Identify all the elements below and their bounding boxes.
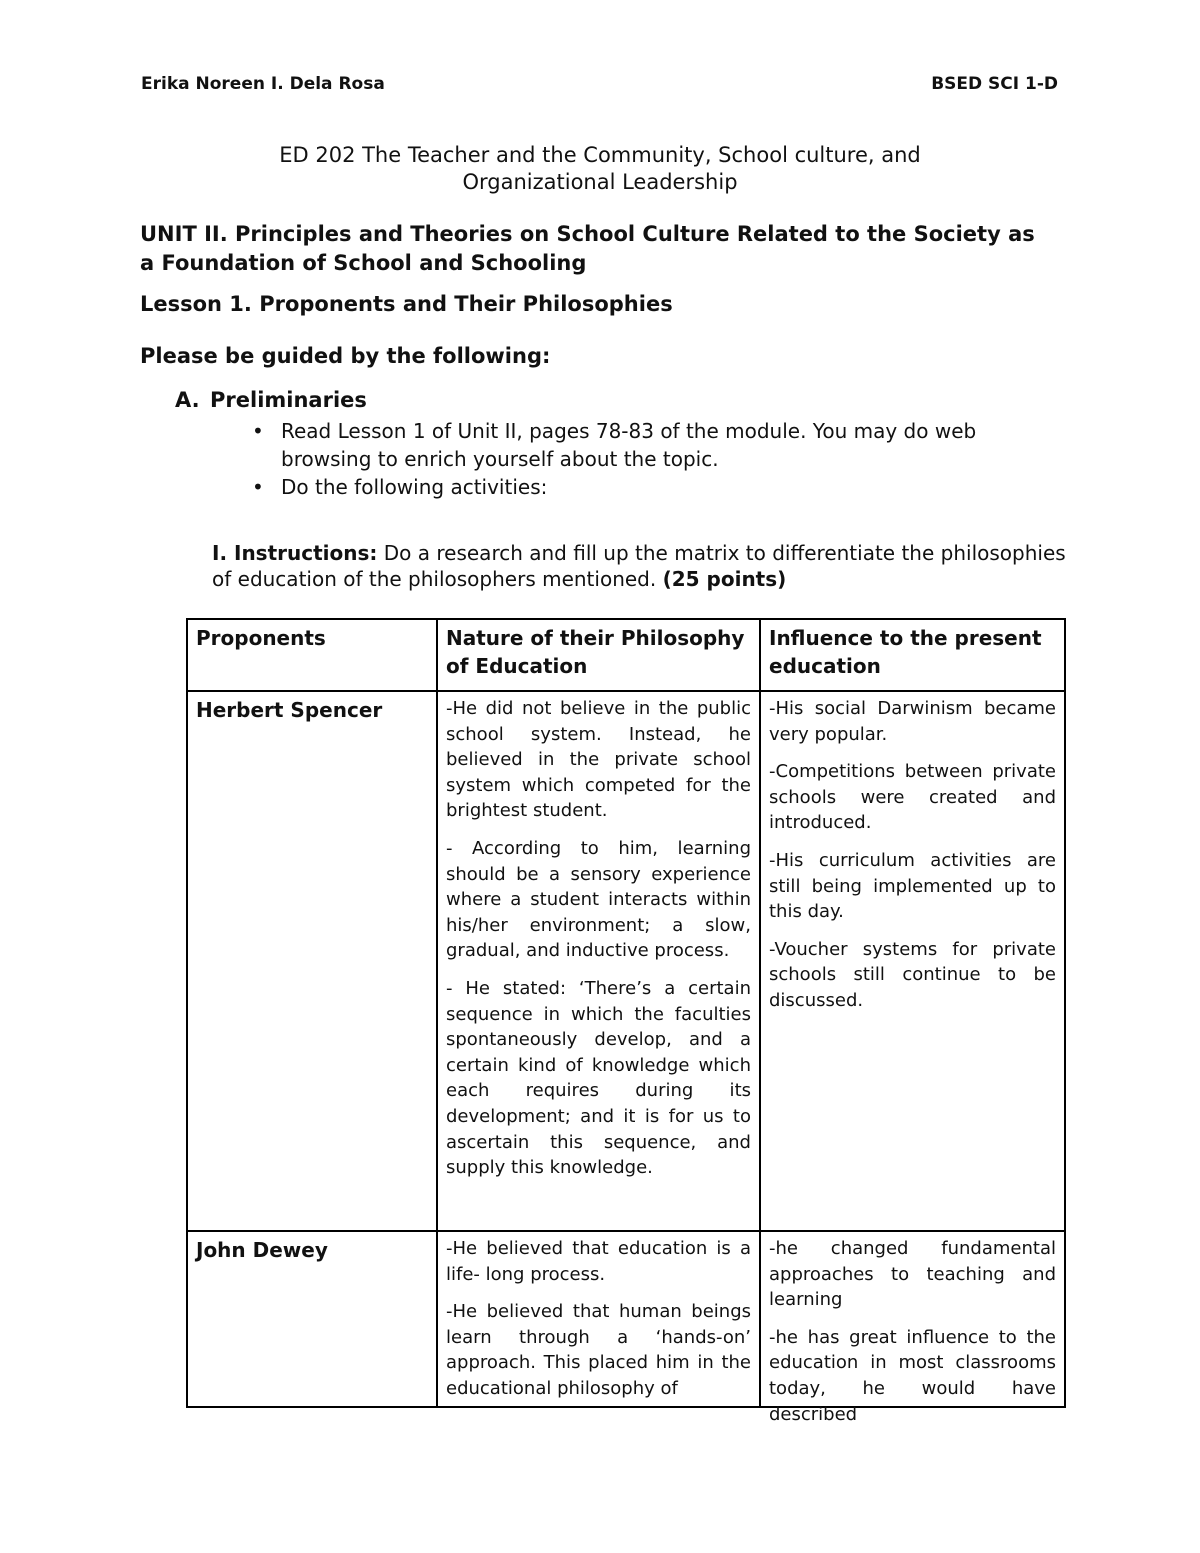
influence-cell: [760, 1231, 1065, 1425]
influence-cell: [760, 691, 1065, 1231]
author-name: Erika Noreen I. Dela Rosa: [141, 74, 385, 94]
instructions: [212, 540, 1072, 592]
class-section: BSED SCI 1-D: [931, 74, 1058, 94]
list-item: • Read Lesson 1 of Unit II, pages 78-83 of the module. You may do web browsing to enrich yourself about the topic.: [252, 417, 1072, 473]
nature-paragraph: -He believed that education is a life- long process.: [446, 1238, 751, 1285]
table-row: [187, 691, 1065, 1231]
course-title: [140, 142, 1060, 196]
influence-paragraph: -His curriculum activities are still being implemented up to this day.: [769, 849, 1056, 923]
proponent-cell: Herbert Spencer: [187, 691, 437, 1231]
influence-paragraph: -Voucher systems for private schools still continue to be discussed.: [769, 938, 1056, 1011]
course-title-line-2: Organizational Leadership: [462, 170, 738, 194]
guide-heading: Please be guided by the following:: [140, 344, 551, 368]
philosophy-matrix: [186, 618, 1066, 1425]
influence-paragraph: -he changed fundamental approaches to teaching and learning: [769, 1238, 1056, 1311]
table-row: [187, 1231, 1065, 1407]
preliminaries-heading: [175, 388, 367, 412]
instructions-label: I. Instructions:: [212, 541, 378, 565]
list-item: • Do the following activities:: [252, 473, 1072, 501]
course-title-line-1: ED 202 The Teacher and the Community, School culture, and: [279, 143, 921, 167]
preliminaries-list: [252, 417, 1072, 501]
header-influence: Influence to the present education: [760, 619, 1065, 691]
header-nature: Nature of their Philosophy of Education: [437, 619, 760, 691]
instructions-points: (25 points): [662, 567, 787, 591]
nature-paragraph: -He did not believe in the public school system. Instead, he believed in the private school system which competed for the brightest student.: [446, 698, 751, 822]
instructions-text: Do a research and fill up the matrix to differentiate the philosophies of education of the philosophers mentioned.: [212, 541, 1066, 591]
influence-paragraph: -Competitions between private schools were created and introduced.: [769, 761, 1056, 834]
preliminaries-letter: A.: [175, 388, 200, 412]
nature-paragraph: - He stated: ‘There’s a certain sequence in which the faculties spontaneously develop, and a certain kind of knowledge which each requires during its development; and it is for us to ascertain this sequence, and supply this knowledge.: [446, 977, 751, 1179]
lesson-title: Lesson 1. Proponents and Their Philosophies: [140, 292, 673, 316]
nature-paragraph: - According to him, learning should be a sensory experience where a student interacts within his/her environment; a slow, gradual, and inductive process.: [446, 837, 751, 962]
influence-paragraph: -His social Darwinism became very popular.: [769, 698, 1056, 745]
influence-paragraph: -he has great influence to the education in most classrooms today, he would have described: [769, 1326, 1056, 1425]
unit-title: UNIT II. Principles and Theories on School Culture Related to the Society as a Foundation of School and Schooling: [140, 222, 1035, 275]
nature-cell: [437, 1231, 760, 1407]
preliminaries-title: Preliminaries: [210, 388, 367, 412]
nature-paragraph: -He believed that human beings learn through a ‘hands-on’ approach. This placed him in the educational philosophy of: [446, 1301, 751, 1399]
header-proponents: Proponents: [187, 619, 437, 691]
proponent-cell: John Dewey: [187, 1231, 437, 1407]
nature-cell: [437, 691, 760, 1231]
table-header-row: [187, 619, 1065, 691]
